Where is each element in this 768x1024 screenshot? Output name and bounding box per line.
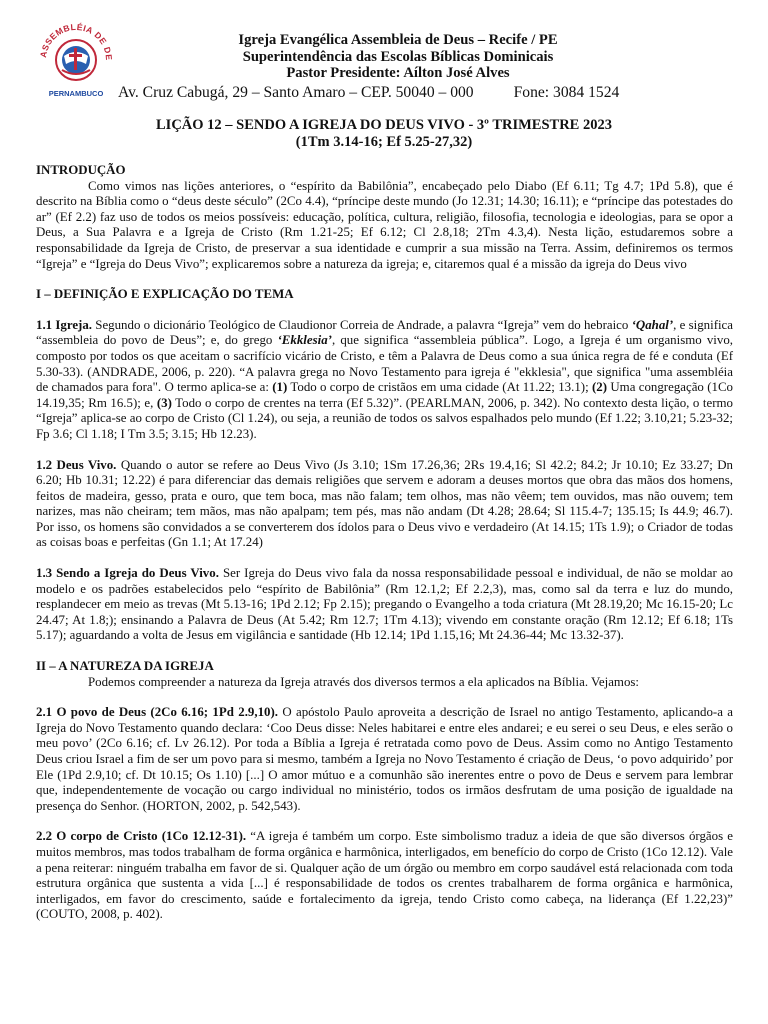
phone: Fone: 3084 1524 (513, 84, 620, 101)
paragraph-1-3-lead: 1.3 Sendo a Igreja do Deus Vivo. (36, 566, 219, 581)
department-name: Superintendência das Escolas Bíblicas Dominicais (242, 48, 554, 65)
lesson-content (36, 163, 733, 923)
pastor-name: Pastor Presidente: Aílton José Alves (286, 65, 510, 81)
address: Av. Cruz Cabugá, 29 – Santo Amaro – CEP. 50040 – 000 (118, 84, 474, 101)
paragraph-1-2-lead: 1.2 Deus Vivo. (36, 457, 117, 472)
paragraph-2-2: 2.2 O corpo de Cristo (1Co 12.12-31). “A igreja é também um corpo. Este simbolismo traduz a ideia de que são diversos órgãos e muitos membros, mas todos trabalham de forma orgânica e harmônica, interligados, em benefício do corpo de Cristo (1Co 12.12). Vale a pena reiterar: ninguém trabalha em favor de si. Qualquer ação de um órgão ou membro em corpo saudável está relacionada com toda estrutura orgânica que sustenta a vida [...] é responsabilidade de todos os crentes trabalharem de forma orgânica e harmônica, interligados, em favor do crescimento, saúde e fortalecimento da igreja, tendo Cristo como cabeça, na liderança (Ef 1.22,23)” (COUTO, 2008, p. 402). (36, 829, 733, 922)
letterhead (118, 32, 678, 82)
paragraph-1-3: 1.3 Sendo a Igreja do Deus Vivo. Ser Igreja do Deus vivo fala da nossa responsabilidade pessoal e individual, de não se moldar ao modelo e os padrões estabelecidos pelo “espírito de Babilônia” (Rm 12.1,2; Ef 2.2,3), mas, como sal da terra e luz do mundo, resplandecer em meio as trevas (Mt 5.13-16; 1Pd 2.12; Fp 2.15); pregando o Evangelho a toda criatura (Mt 28.19,20; Mc 16.15-20; Lc 24.47; At 1.8;); ensinando a Palavra de Deus (At 5.42; Rm 12.7; 1Tm 4.13); vivendo em constante oração (Rm 12.12; Ef 6.18; 1Ts 5.17); aguardando a volta de Jesus em vigilância e santidade (Hb 12.14; 1Pd 1.15,16; Mt 24.36-44; Mc 13.32-37). (36, 566, 733, 643)
paragraph-1-2: 1.2 Deus Vivo. Quando o autor se refere ao Deus Vivo (Js 3.10; 1Sm 17.26,36; 2Rs 19.4,16; Sl 42.2; 84.2; Jr 10.10; Ez 33.27; Dn 6.20; Hb 10.31; 12.22) é para diferenciar das demais religiões que servem e adoram a deuses mortos que obra das mãos dos homens, feitos de madeira, gesso, prata e ouro, que tem boca, mas não falam; tem olhos, mas não vêem; tem ouvidos, mas não ouvem; tem narizes, mas não cheiram; tem mãos, mas não apalpam; tem pés, mas não andam (Dt 4.28; 28.64; Sl 115.4-7; 135.15; Is 44.9; 46.7). Por isso, os homens são convidados a se converterem dos ídolos para o Deus vivo e verdadeiro (At 14.15; 1Ts 1.9); o Criador de todas as coisas boas e perfeitas (Gn 1.1; At 17.24) (36, 457, 733, 550)
paragraph-2-2-lead: 2.2 O corpo de Cristo (1Co 12.12-31). (36, 829, 247, 844)
lesson-references: (1Tm 3.14-16; Ef 5.25-27,32) (295, 134, 473, 150)
paragraph-2-1-lead: 2.1 O povo de Deus (2Co 6.16; 1Pd 2.9,10). (36, 705, 278, 720)
church-name: Igreja Evangélica Assembleia de Deus – Recife / PE (238, 32, 558, 48)
logo-text-bottom: PERNAMBUCO (48, 89, 104, 98)
lesson-title: LIÇÃO 12 – SENDO A IGREJA DO DEUS VIVO - 3º TRIMESTRE 2023 (156, 117, 612, 133)
church-logo (36, 18, 116, 100)
logo-text-top: ASSEMBLÉIA DE DE (38, 21, 115, 61)
paragraph-2-1: 2.1 O povo de Deus (2Co 6.16; 1Pd 2.9,10). O apóstolo Paulo aproveita a descrição de Israel no antigo Testamento, aplicando-a a Igreja do Novo Testamento quando declara: ‘Coo Deus disse: Neles habitarei e entre eles andarei; e eu serei o seu Deus, e eles serão o meu povo’ (2Co 6.16; cf. Lv 26.12). Por toda a Bíblia a Igreja é retratada como povo de Deus. Assim como no Antigo Testamento Deus criou Israel a fim de ser um povo para si mesmo, também a Igreja no Novo Testamento é criação de Deus, ‘o povo adquirido’ por Ele (1Pd 2.9,10; cf. Dt 10.15; Os 1.10) [...] O amor mútuo e a comunhão são inerentes entre o povo de Deus e servem para lembrar que, independentemente de vocação ou cargo individual no ministério, todos os irmãos desfrutam de uma posição de igualdade na presença do Senhor. (HORTON, 2002, p. 542,543). (36, 705, 733, 813)
intro-paragraph: Como vimos nas lições anteriores, o “espírito da Babilônia”, encabeçado pelo Diabo (Ef 6.11; Tg 4.7; 1Pd 5.8), que é descrito na Bíblia como o “deus deste século” (2Co 4.4), “príncipe deste mundo (Jo 12.31; 14.30; 16.11); e “príncipe das potestades do ar” (Ef 2.2) faz uso de todos os meios possíveis: educação, política, cultura, religião, filosofia, tecnologia e ideologias, para se opor a Deus, a Sua Palavra e a Igreja de Cristo (Rm 1.21-25; Ef 6.12; Cl 2.8,18; 2Tm 4.3,4). Nesta lição, estudaremos sobre a responsabilidade da Igreja de Cristo, de preservar a sua identidade e cumprir a sua missão na Terra. Assim, definiremos os termos “Igreja” e “Igreja do Deus Vivo”; explicaremos sobre a natureza da igreja; e, citaremos qual é a missão da igreja do Deus vivo (36, 178, 733, 271)
lesson-title-block (36, 117, 732, 151)
paragraph-1-1: 1.1 Igreja. Segundo o dicionário Teológico de Claudionor Correia de Andrade, a palavra “Igreja” vem do hebraico ‘Qahal’, e significa “assembleia do povo de Deus”; e, do grego ‘Ekklesia’, que significa “assembleia pública”. Logo, a Igreja é um organismo vivo, composto por todos os que aceitam o sacrifício vicário de Cristo, e têm a Palavra de Deus como a sua única regra de fé e conduta (Ef 5.30-33). (ANDRADE, 2006, p. 220). “A palavra grega no Novo Testamento para igreja é "ekklesia", que significa "uma assembléia de chamados para fora". O termo aplica-se a: (1) Todo o corpo de cristãos em uma cidade (At 11.22; 13.1); (2) Uma congregação (1Co 14.19,35; Rm 16.5); e, (3) Todo o corpo de crentes na terra (Ef 5.32)”. (PEARLMAN, 2006, p. 342). No contexto desta lição, o termo “Igreja” aplica-se ao corpo de Cristo (Cl 1.24), ou seja, a reunião de todos os salvos espalhados pelo mundo (Ef 1.22; 3.10,21; 5.23-32; Fp 3.6; Cl 1.18; I Tm 3.5; 3.15; Hb 12.23). (36, 317, 734, 441)
intro-heading: INTRODUÇÃO (36, 163, 126, 177)
section2-heading: II – A NATUREZA DA IGREJA (36, 659, 214, 674)
address-line (118, 83, 678, 103)
term-ekklesia: ‘Ekklesia’ (277, 333, 332, 348)
paragraph-1-1-lead: 1.1 Igreja. (36, 317, 93, 332)
logo-emblem-icon (36, 18, 116, 100)
section1-heading: I – DEFINIÇÃO E EXPLICAÇÃO DO TEMA (36, 287, 294, 302)
section2-intro: Podemos compreender a natureza da Igreja através dos diversos termos a ela aplicados na Bíblia. Vejamos: (88, 674, 640, 689)
term-qahal: ‘Qahal’ (631, 317, 674, 332)
